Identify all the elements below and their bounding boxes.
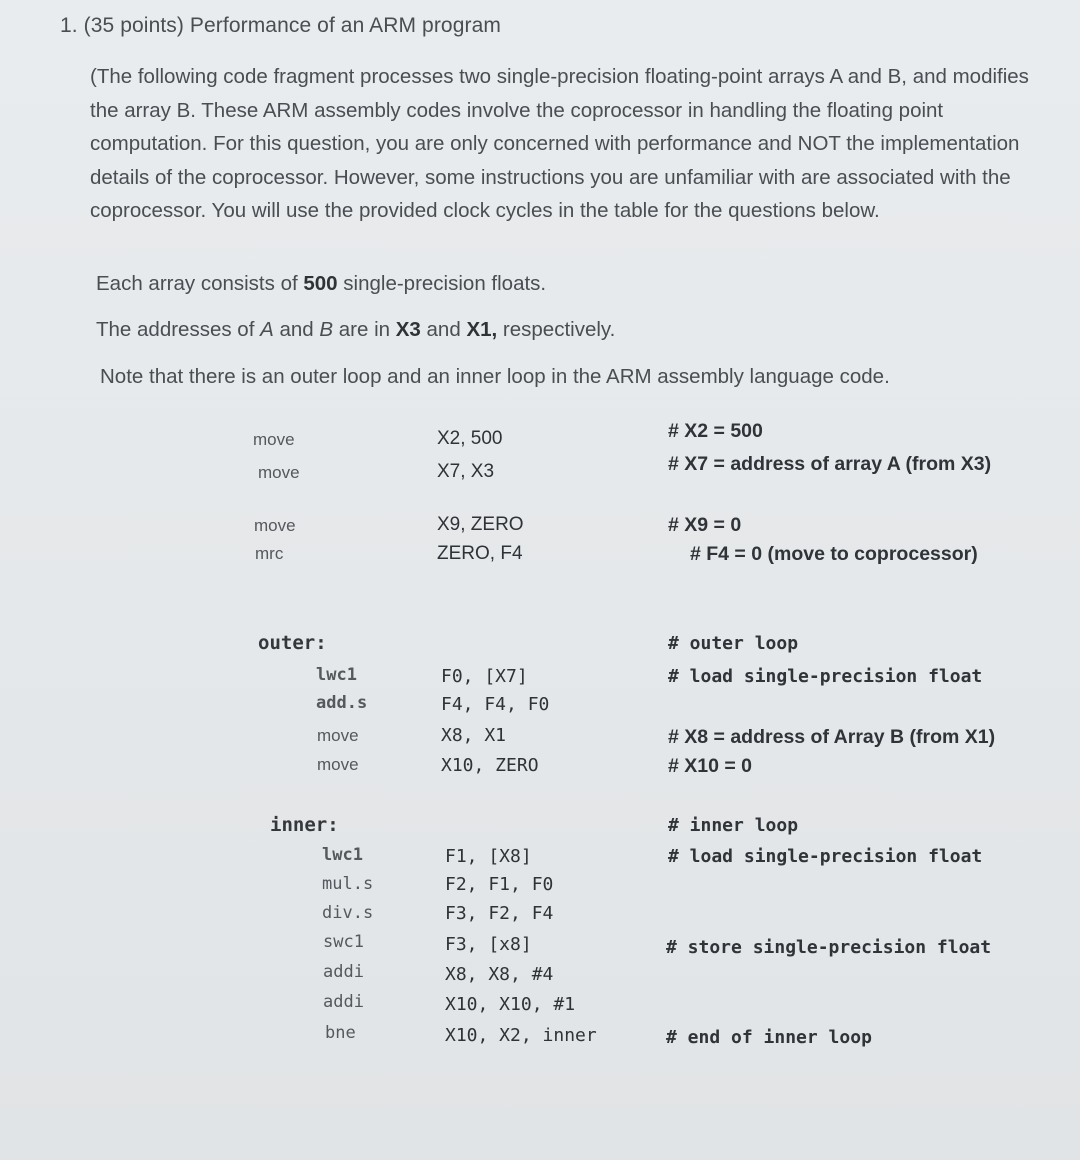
outer-label: outer: [258, 632, 327, 654]
code-comment: # outer loop [668, 633, 799, 654]
code-comment: # X7 = address of array A (from X3) [668, 453, 992, 475]
code-op: move [317, 755, 359, 774]
intro-paragraph [90, 60, 1050, 228]
code-op: move [317, 726, 359, 745]
code-comment: # load single-precision float [668, 666, 983, 687]
loop-note: Note that there is an outer loop and an inner loop in the ARM assembly language code. [100, 365, 890, 388]
code-op: mrc [255, 544, 284, 563]
code-comment: # F4 = 0 (move to coprocessor) [690, 543, 978, 565]
code-op: mul.s [322, 874, 374, 894]
code-args: F3, [x8] [445, 934, 532, 955]
code-args: X8, X8, #4 [445, 964, 554, 985]
code-args: X8, X1 [441, 725, 507, 746]
code-args: ZERO, F4 [437, 543, 523, 564]
intro-text: (The following code fragment processes two single-precision floating-point arrays A and B, and modifies the array B. These ARM assembly codes involve the coprocessor in handling the floating point computation. For this question, you are only concerned with performance and NOT the implementation details of the coprocessor. However, some instructions you are unfamiliar with are associated with the coprocessor. You will use the provided clock cycles in the table for the questions below. [90, 65, 1029, 222]
code-op: move [254, 516, 296, 535]
code-op: div.s [322, 903, 374, 923]
array-size-line: Each array consists of 500 single-precision floats. [96, 272, 547, 295]
code-comment: # load single-precision float [668, 846, 983, 867]
code-comment: # X8 = address of Array B (from X1) [668, 726, 996, 748]
code-op: addi [323, 992, 364, 1012]
code-op: add.s [316, 693, 368, 713]
array-size-value: 500 [303, 272, 338, 295]
code-args: F4, F4, F0 [441, 694, 550, 715]
code-args: F1, [X8] [445, 846, 532, 867]
code-op: addi [323, 962, 364, 982]
code-args: F2, F1, F0 [445, 874, 554, 895]
code-op: swc1 [323, 932, 364, 952]
code-args: F0, [X7] [441, 666, 528, 687]
code-comment: # X9 = 0 [668, 514, 742, 536]
code-comment: # inner loop [668, 815, 799, 836]
code-comment: # X10 = 0 [668, 755, 753, 777]
addresses-line: The addresses of A and B are in X3 and X1, respectively. [96, 318, 616, 341]
code-args: X10, X2, inner [445, 1025, 597, 1046]
code-args: X2, 500 [437, 428, 503, 449]
code-op: lwc1 [322, 845, 363, 865]
code-comment: # store single-precision float [666, 937, 992, 958]
code-op: bne [325, 1023, 356, 1043]
code-args: F3, F2, F4 [445, 903, 554, 924]
code-comment: # X2 = 500 [668, 420, 763, 442]
code-op: lwc1 [316, 665, 357, 685]
code-args: X10, ZERO [441, 755, 539, 776]
code-op: move [258, 463, 300, 482]
code-comment: # end of inner loop [666, 1027, 872, 1048]
question-title: (35 points) Performance of an ARM program [83, 14, 501, 37]
code-op: move [253, 430, 295, 449]
code-args: X7, X3 [437, 461, 495, 482]
question-heading [60, 14, 501, 38]
code-args: X9, ZERO [437, 514, 524, 535]
code-args: X10, X10, #1 [445, 994, 576, 1015]
inner-label: inner: [270, 814, 339, 836]
question-number: 1. [60, 14, 78, 37]
